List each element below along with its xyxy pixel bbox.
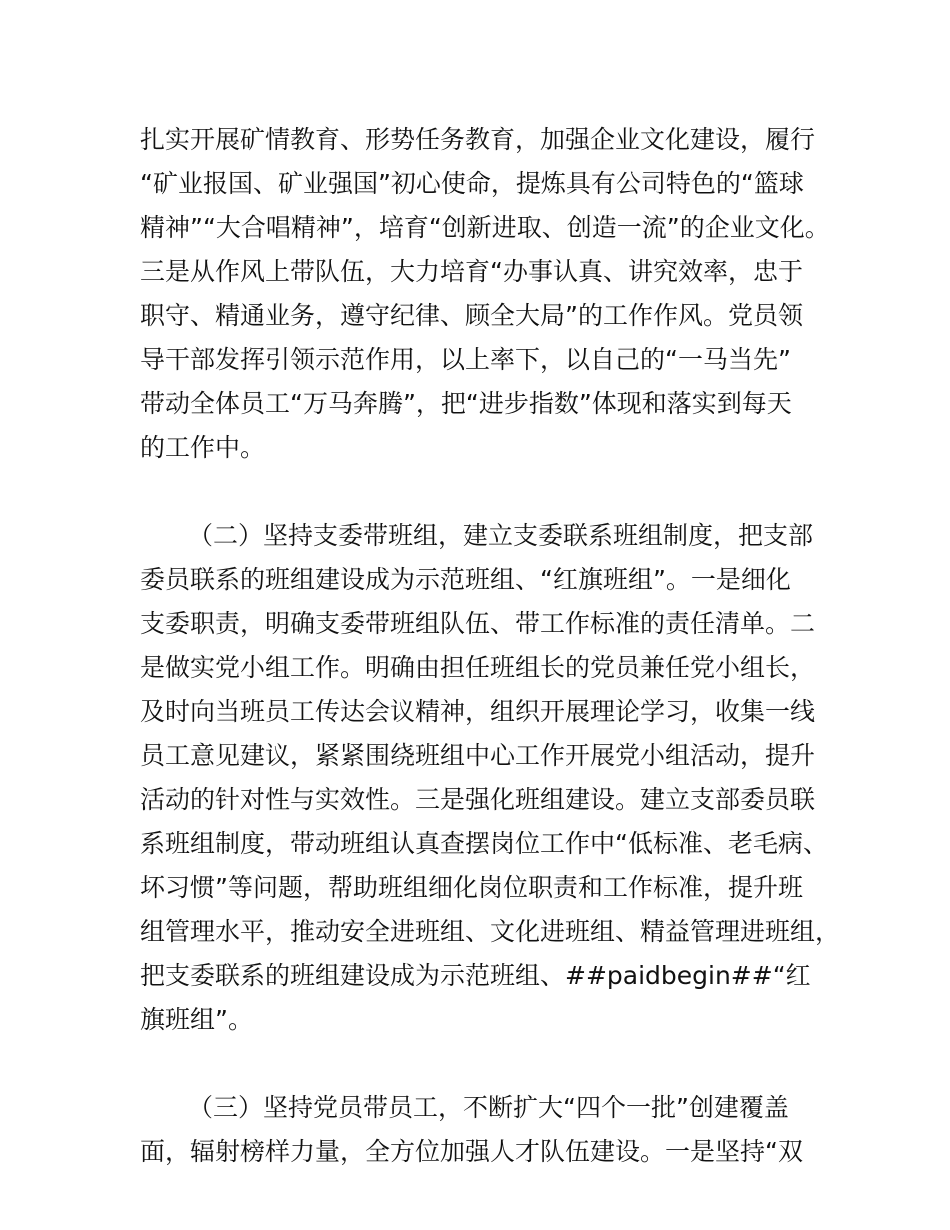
text-line: 导干部发挥引领示范作用，以上率下，以自己的“一马当先” <box>140 345 791 374</box>
paragraph-1 <box>140 118 840 470</box>
text-line: 是做实党小组工作。明确由担任班组长的党员兼任党小组长， <box>140 653 816 682</box>
text-line: 委员联系的班组建设成为示范班组、“红旗班组”。一是细化 <box>140 565 791 594</box>
text-line: 坏习惯”等问题，帮助班组细化岗位职责和工作标准，提升班 <box>140 873 803 902</box>
text-line: 把支委联系的班组建设成为示范班组、##paidbegin##“红 <box>140 961 811 990</box>
document-body <box>140 118 840 1174</box>
text-line: 系班组制度，带动班组认真查摆岗位工作中“低标准、老毛病、 <box>140 829 828 858</box>
text-line: 组管理水平，推动安全进班组、文化进班组、精益管理进班组， <box>140 917 841 946</box>
paragraph-2 <box>140 514 840 1042</box>
paragraph-spacer <box>140 470 840 514</box>
text-line: 面，辐射榜样力量，全方位加强人才队伍建设。一是坚持“双 <box>140 1137 803 1166</box>
text-line: 支委职责，明确支委带班组队伍、带工作标准的责任清单。二 <box>140 609 816 638</box>
text-line: 的工作中。 <box>140 433 266 462</box>
text-line: 旗班组”。 <box>140 1005 253 1034</box>
text-line: 职守、精通业务，遵守纪律、顾全大局”的工作作风。党员领 <box>140 301 803 330</box>
text-line: “矿业报国、矿业强国”初心使命，提炼具有公司特色的“篮球 <box>140 169 804 198</box>
text-line: 三是从作风上带队伍，大力培育“办事认真、讲究效率，忠于 <box>140 257 803 286</box>
text-line: 活动的针对性与实效性。三是强化班组建设。建立支部委员联 <box>140 785 816 814</box>
text-line: 员工意见建议，紧紧围绕班组中心工作开展党小组活动，提升 <box>140 741 816 770</box>
text-line: 及时向当班员工传达会议精神，组织开展理论学习，收集一线 <box>140 697 816 726</box>
paragraph-3 <box>140 1086 840 1174</box>
text-line: 扎实开展矿情教育、形势任务教育，加强企业文化建设，履行 <box>140 125 816 154</box>
text-line: 精神”“大合唱精神”，培育“创新进取、创造一流”的企业文化。 <box>140 213 830 242</box>
text-line: （三）坚持党员带员工，不断扩大“四个一批”创建覆盖 <box>188 1093 789 1122</box>
text-line: 带动全体员工“万马奔腾”，把“进步指数”体现和落实到每天 <box>140 389 792 418</box>
paragraph-spacer <box>140 1042 840 1086</box>
text-line: （二）坚持支委带班组，建立支委联系班组制度，把支部 <box>188 521 814 550</box>
